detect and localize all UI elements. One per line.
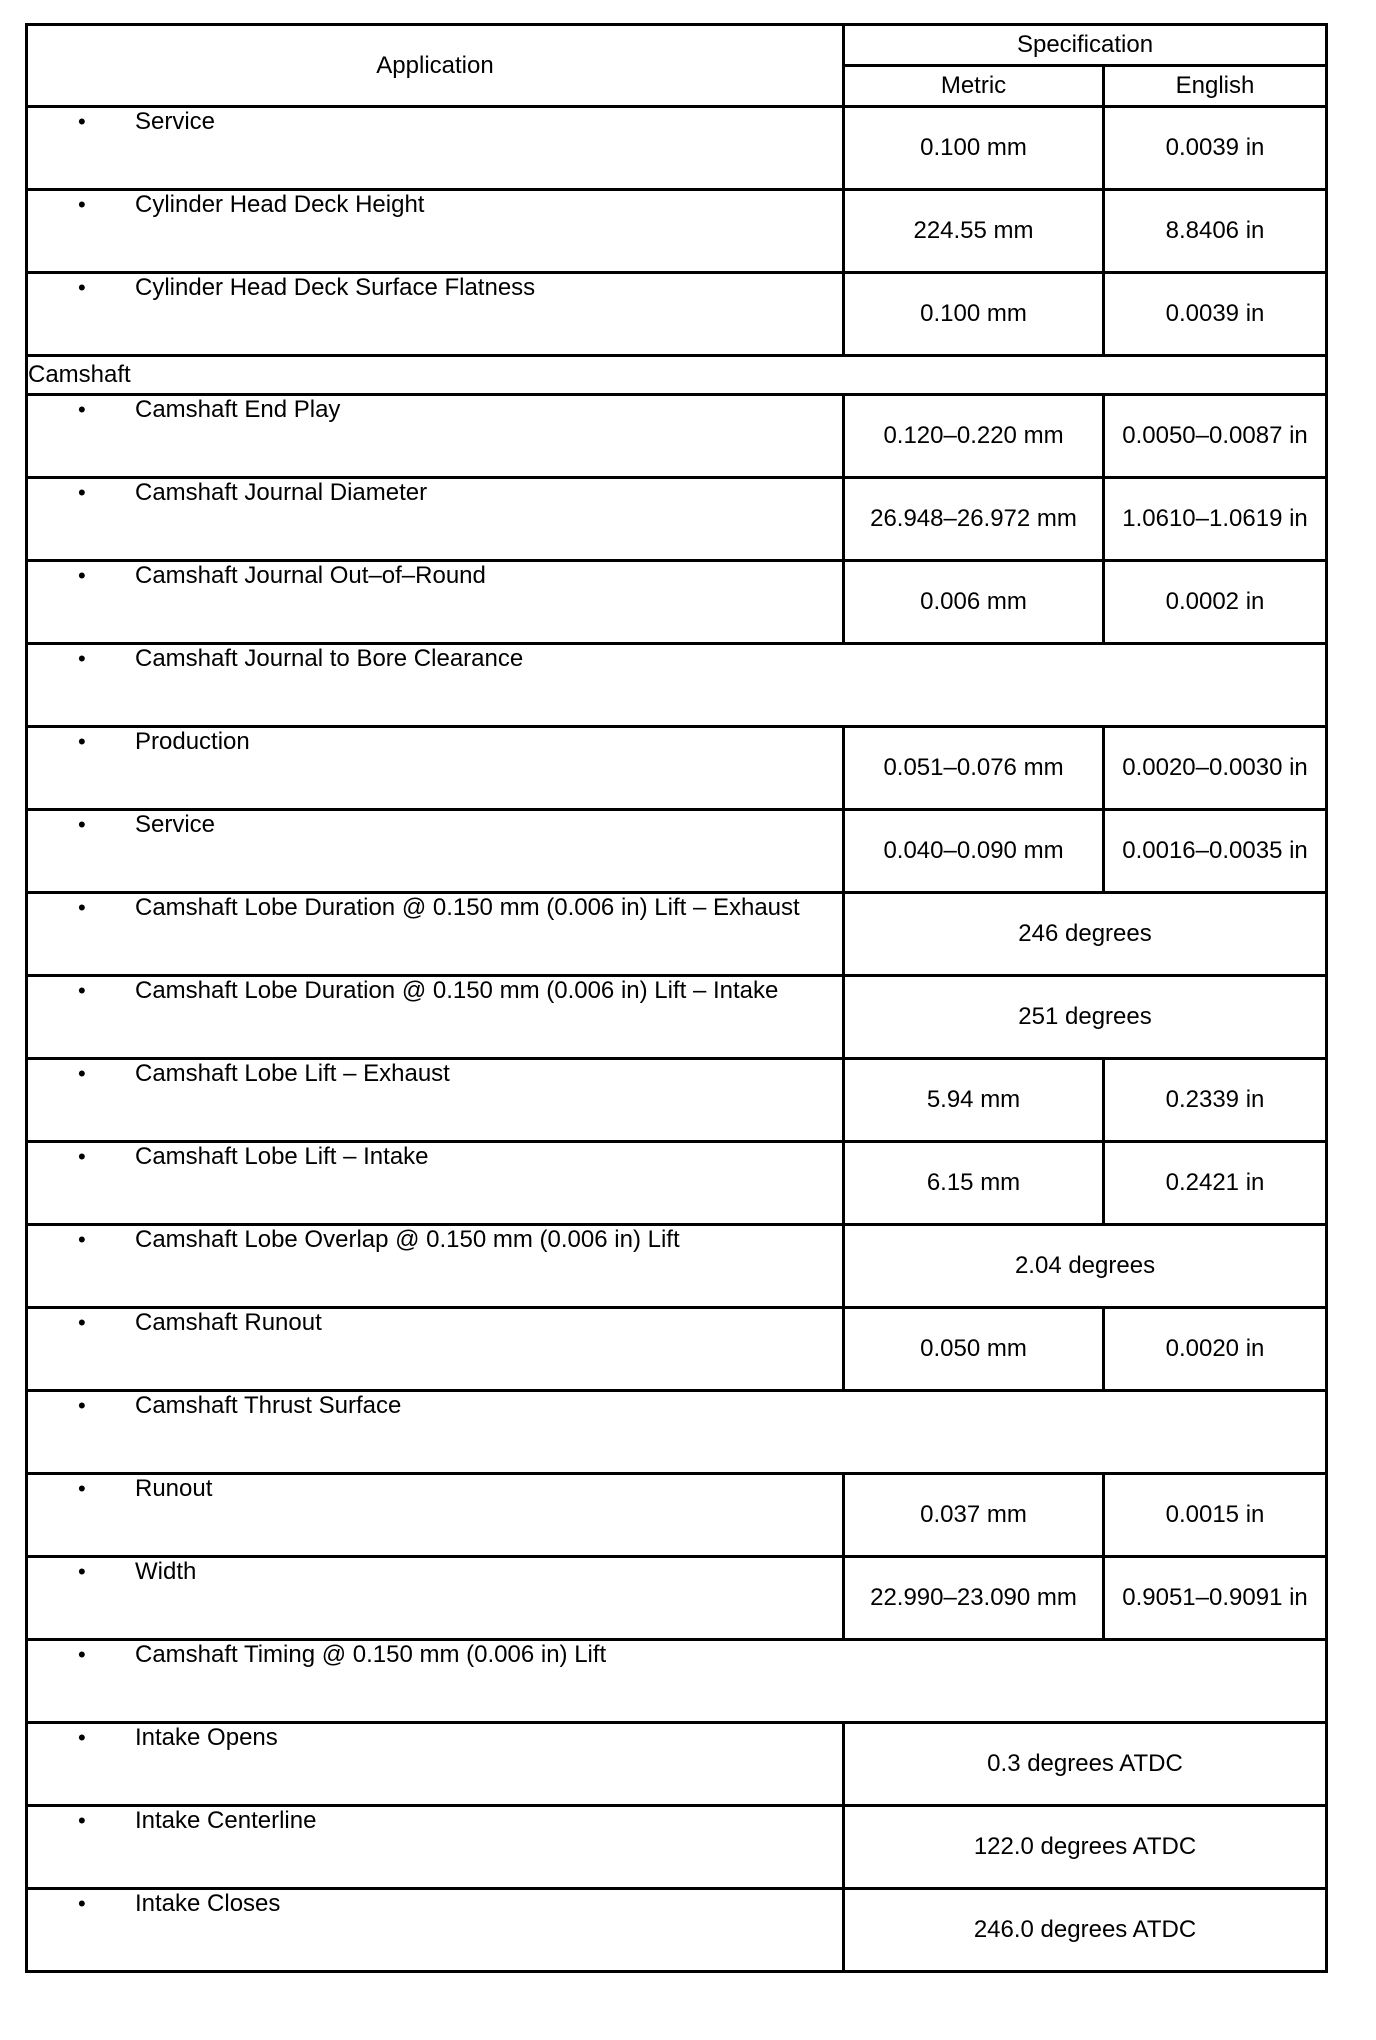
metric-header: Metric: [844, 66, 1104, 107]
bullet-icon: •: [78, 480, 86, 505]
metric-value: 0.100 mm: [844, 273, 1104, 356]
table-row: [27, 1308, 1327, 1391]
table-row: [27, 1474, 1327, 1557]
metric-value: 5.94 mm: [844, 1059, 1104, 1142]
application-label: Camshaft Journal Diameter: [135, 479, 428, 506]
english-header: English: [1104, 66, 1327, 107]
english-value: 1.0610–1.0619 in: [1104, 478, 1327, 561]
bullet-icon: •: [78, 275, 86, 300]
table-row: [27, 1391, 1327, 1474]
bullet-icon: •: [78, 1642, 86, 1667]
table-row: [27, 810, 1327, 893]
application-label: Production: [135, 728, 250, 755]
bullet-icon: •: [78, 563, 86, 588]
table-row: [27, 273, 1327, 356]
application-cell: [27, 810, 844, 893]
bullet-icon: •: [78, 1393, 86, 1418]
application-label: Service: [135, 108, 216, 135]
application-cell: [27, 273, 844, 356]
application-cell: [27, 1640, 1327, 1723]
table-row: [27, 107, 1327, 190]
table-row: [27, 1059, 1327, 1142]
bullet-icon: •: [78, 1227, 86, 1252]
bullet-icon: •: [78, 1559, 86, 1584]
section-row: [27, 356, 1327, 395]
english-value: 0.0002 in: [1104, 561, 1327, 644]
application-label: Camshaft End Play: [135, 396, 341, 423]
application-label: Service: [135, 811, 216, 838]
english-value: 0.0015 in: [1104, 1474, 1327, 1557]
application-label: Camshaft Lobe Duration @ 0.150 mm (0.006 in) Lift – Exhaust: [135, 894, 800, 921]
application-label: Camshaft Lobe Overlap @ 0.150 mm (0.006 in) Lift: [135, 1226, 680, 1253]
english-value: 0.2339 in: [1104, 1059, 1327, 1142]
table-row: [27, 1640, 1327, 1723]
table-row: [27, 1889, 1327, 1972]
bullet-icon: •: [78, 1725, 86, 1750]
table-row: [27, 1225, 1327, 1308]
application-label: Camshaft Runout: [135, 1309, 322, 1336]
english-value: 0.0016–0.0035 in: [1104, 810, 1327, 893]
application-label: Camshaft Lobe Duration @ 0.150 mm (0.006 in) Lift – Intake: [135, 977, 779, 1004]
english-value: 0.0050–0.0087 in: [1104, 395, 1327, 478]
combined-spec-value: 122.0 degrees ATDC: [844, 1806, 1327, 1889]
table-row: [27, 644, 1327, 727]
application-label: Intake Closes: [135, 1890, 281, 1917]
table-row: [27, 1806, 1327, 1889]
table-row: [27, 1557, 1327, 1640]
english-value: 0.0039 in: [1104, 273, 1327, 356]
application-label: Cylinder Head Deck Height: [135, 191, 425, 218]
bullet-icon: •: [78, 1476, 86, 1501]
application-label: Camshaft Journal Out–of–Round: [135, 562, 486, 589]
table-row: [27, 976, 1327, 1059]
table-row: [27, 1723, 1327, 1806]
application-label: Intake Centerline: [135, 1807, 317, 1834]
table-row: [27, 478, 1327, 561]
application-cell: [27, 644, 1327, 727]
application-cell: [27, 893, 844, 976]
application-cell: [27, 1557, 844, 1640]
metric-value: 224.55 mm: [844, 190, 1104, 273]
bullet-icon: •: [78, 646, 86, 671]
application-cell: [27, 561, 844, 644]
combined-spec-value: 0.3 degrees ATDC: [844, 1723, 1327, 1806]
application-cell: [27, 976, 844, 1059]
bullet-icon: •: [78, 729, 86, 754]
bullet-icon: •: [78, 895, 86, 920]
bullet-icon: •: [78, 1808, 86, 1833]
application-label: Intake Opens: [135, 1724, 278, 1751]
specification-table: [25, 23, 1328, 1973]
english-value: 0.0020–0.0030 in: [1104, 727, 1327, 810]
bullet-icon: •: [78, 978, 86, 1003]
specification-header: Specification: [844, 25, 1327, 66]
application-cell: [27, 1225, 844, 1308]
application-cell: [27, 478, 844, 561]
metric-value: 0.051–0.076 mm: [844, 727, 1104, 810]
english-value: 0.2421 in: [1104, 1142, 1327, 1225]
application-cell: [27, 107, 844, 190]
table-row: [27, 561, 1327, 644]
table-body: [27, 107, 1327, 1972]
metric-value: 0.037 mm: [844, 1474, 1104, 1557]
metric-value: 0.050 mm: [844, 1308, 1104, 1391]
metric-value: 0.120–0.220 mm: [844, 395, 1104, 478]
application-cell: [27, 190, 844, 273]
metric-value: 0.100 mm: [844, 107, 1104, 190]
combined-spec-value: 251 degrees: [844, 976, 1327, 1059]
bullet-icon: •: [78, 1310, 86, 1335]
bullet-icon: •: [78, 192, 86, 217]
application-header: Application: [27, 25, 844, 107]
application-cell: [27, 1723, 844, 1806]
application-label: Width: [135, 1558, 197, 1585]
english-value: 0.0020 in: [1104, 1308, 1327, 1391]
english-value: 8.8406 in: [1104, 190, 1327, 273]
combined-spec-value: 2.04 degrees: [844, 1225, 1327, 1308]
bullet-icon: •: [78, 812, 86, 837]
metric-value: 6.15 mm: [844, 1142, 1104, 1225]
bullet-icon: •: [78, 1061, 86, 1086]
application-cell: [27, 1474, 844, 1557]
application-cell: [27, 1142, 844, 1225]
table-row: [27, 1142, 1327, 1225]
application-label: Camshaft Lobe Lift – Exhaust: [135, 1060, 450, 1087]
bullet-icon: •: [78, 1891, 86, 1916]
bullet-icon: •: [78, 1144, 86, 1169]
metric-value: 26.948–26.972 mm: [844, 478, 1104, 561]
metric-value: 0.040–0.090 mm: [844, 810, 1104, 893]
metric-value: 22.990–23.090 mm: [844, 1557, 1104, 1640]
section-heading: Camshaft: [27, 356, 1327, 395]
application-cell: [27, 1059, 844, 1142]
combined-spec-value: 246 degrees: [844, 893, 1327, 976]
table-row: [27, 727, 1327, 810]
application-cell: [27, 1806, 844, 1889]
table-row: [27, 893, 1327, 976]
application-label: Camshaft Lobe Lift – Intake: [135, 1143, 429, 1170]
application-label: Camshaft Thrust Surface: [135, 1392, 402, 1419]
english-value: 0.0039 in: [1104, 107, 1327, 190]
table-row: [27, 190, 1327, 273]
application-cell: [27, 1308, 844, 1391]
application-label: Camshaft Journal to Bore Clearance: [135, 645, 524, 672]
application-label: Camshaft Timing @ 0.150 mm (0.006 in) Lift: [135, 1641, 607, 1668]
application-cell: [27, 1889, 844, 1972]
bullet-icon: •: [78, 397, 86, 422]
english-value: 0.9051–0.9091 in: [1104, 1557, 1327, 1640]
bullet-icon: •: [78, 109, 86, 134]
application-label: Runout: [135, 1475, 213, 1502]
application-cell: [27, 395, 844, 478]
application-label: Cylinder Head Deck Surface Flatness: [135, 274, 536, 301]
combined-spec-value: 246.0 degrees ATDC: [844, 1889, 1327, 1972]
metric-value: 0.006 mm: [844, 561, 1104, 644]
application-cell: [27, 1391, 1327, 1474]
application-cell: [27, 727, 844, 810]
table-row: [27, 395, 1327, 478]
